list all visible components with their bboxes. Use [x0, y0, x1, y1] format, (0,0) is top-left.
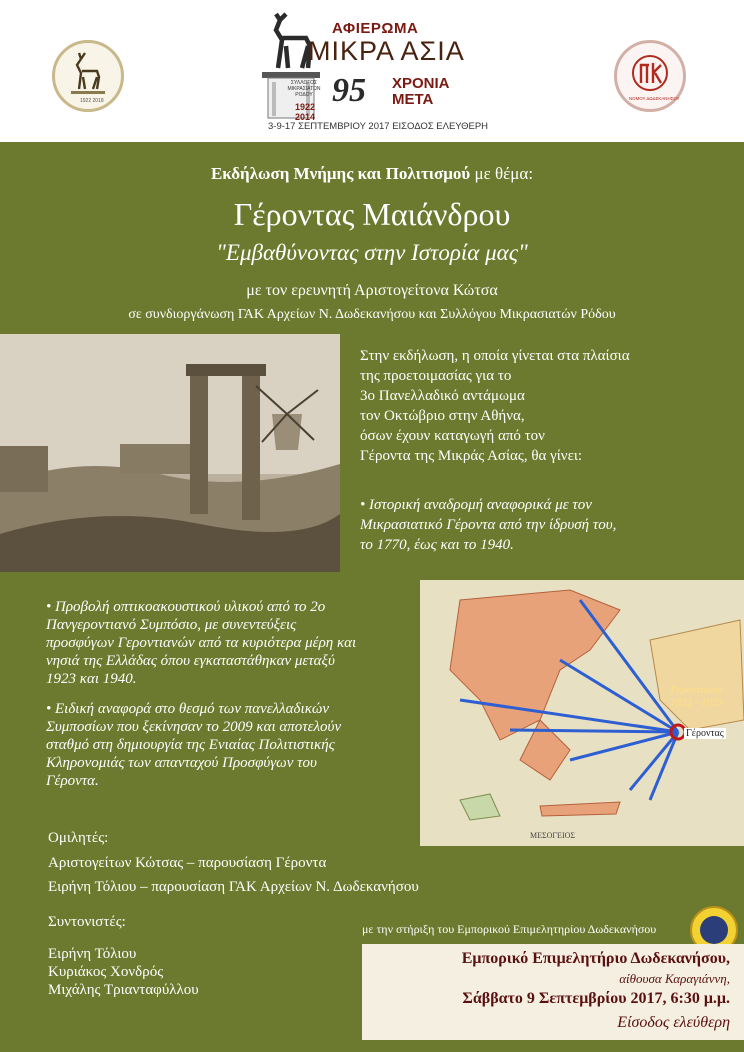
description-line: 3ο Πανελλαδικό αντάμωμα: [360, 388, 525, 404]
event-subtitle: "Εμβαθύνοντας στην Ιστορία μας": [216, 240, 528, 265]
researcher-line: με τον ερευνητή Αριστογείτονα Κώτσα: [246, 282, 498, 299]
migration-map: [420, 580, 744, 846]
description-line: Στην εκδήλωση, η οποία γίνεται στα πλαίσια: [360, 348, 630, 364]
description-line: όσων έχουν καταγωγή από τον: [360, 428, 545, 444]
bullet-line: • Προβολή οπτικοακουστικού υλικού από το 2ο: [46, 599, 326, 615]
bullet-line: νησιά της Ελλάδας όπου εγκαταστάθηκαν μεταξύ: [46, 653, 335, 669]
refugee-association-logo: [52, 40, 124, 112]
bullet-symposia: [46, 700, 406, 790]
event-intro-bold: Εκδήλωση Μνήμης και Πολιτισμού: [210, 164, 471, 183]
bullet-line: • Ιστορική αναδρομή αναφορικά με τον: [360, 497, 592, 513]
coordinator-item: Μιχάλης Τριανταφύλλου: [48, 982, 199, 998]
event-description: [360, 346, 730, 466]
temple-ruins-image: [0, 334, 340, 572]
ruins-photo: [0, 334, 340, 572]
greece-map-image: [420, 580, 744, 846]
bullet-history: [360, 495, 730, 555]
venue-box: [362, 944, 744, 1040]
entry-note: Είσοδος ελεύθερη: [617, 1014, 730, 1031]
bullet-line: 1923 και 1940.: [46, 671, 137, 687]
coorganization-line: σε συνδιοργάνωση ΓΑΚ Αρχείων Ν. Δωδεκανήσου και Συλλόγου Μικρασιατών Ρόδου: [128, 307, 616, 322]
years-label: ΧΡΟΝΙΑ: [392, 75, 450, 92]
after-label: ΜΕΤΑ: [392, 91, 434, 108]
coordinator-item: Κυριάκος Χονδρός: [48, 964, 164, 980]
bullet-line: προσφύγων Γεροντιανών από τα κυριότερα μέρη και: [46, 635, 357, 651]
event-datetime: Σάββατο 9 Σεπτεμβρίου 2017, 6:30 μ.μ.: [462, 990, 730, 1007]
speakers-heading: Ομιλητές:: [48, 830, 109, 846]
description-line: της προετοιμασίας για το: [360, 368, 512, 384]
bullet-line: το 1770, έως και το 1940.: [360, 537, 514, 553]
years-number: 95: [332, 72, 366, 109]
asia-minor-title: ΜΙΚΡΑ ΑΣΙΑ: [308, 36, 465, 66]
bullet-line: Μικρασιατικό Γέροντα από την ίδρυσή του,: [360, 517, 617, 533]
event-intro-rest: με θέμα:: [470, 164, 534, 183]
badge-year-start: 1922: [294, 102, 316, 112]
bullet-screening: [46, 598, 406, 688]
support-line: με την στήριξη του Εμπορικού Επιμελητηρίου Δωδεκανήσου: [362, 922, 657, 936]
venue-hall: αίθουσα Καραγιάννη,: [619, 971, 730, 986]
tribute-label: ΑΦΙΕΡΩΜΑ: [332, 20, 419, 37]
badge-years: [291, 102, 319, 122]
coordinators-heading: Συντονιστές:: [48, 914, 126, 930]
speaker-item: Αριστογείτων Κώτσας – παρουσίαση Γέροντα: [48, 855, 327, 871]
gak-archives-logo: [614, 40, 686, 112]
description-line: τον Οκτώβριο στην Αθήνα,: [360, 408, 525, 424]
speaker-item: Ειρήνη Τόλιου – παρουσίαση ΓΑΚ Αρχείων Ν. Δωδεκανήσου: [48, 879, 419, 895]
badge-line2: ΜΙΚΡΑΣΙΑΤΩΝ: [287, 86, 321, 92]
map-legend-title: Γεροντιανοί: [670, 684, 723, 696]
map-legend-years: 1922 - 1923: [670, 697, 724, 709]
gak-monogram-icon: [617, 43, 683, 109]
left-logo-years: 1922 2018: [80, 98, 104, 104]
event-intro: [0, 164, 744, 184]
header-banner: [0, 0, 744, 142]
map-legend-label: [670, 684, 723, 710]
bullet-line: • Ειδική αναφορά στο θεσμό των πανελλαδικών: [46, 701, 330, 717]
bullet-line: Πανγεροντιανό Συμπόσιο, με συνεντεύξεις: [46, 617, 297, 633]
bullet-line: Γέροντα.: [46, 773, 99, 789]
deer-emblem-icon: [55, 43, 121, 109]
bullet-list: [46, 598, 406, 802]
coordinator-item: Ειρήνη Τόλιου: [48, 946, 137, 962]
gak-logo-caption: ΝΟΜΟΥ ΔΩΔΕΚΑΝΗΣΟΥ: [629, 96, 680, 101]
badge-year-end: 2014: [294, 112, 316, 122]
years-after-label: [392, 76, 450, 108]
event-title: Γέροντας Μαιάνδρου: [233, 196, 511, 232]
venue-place: Εμπορικό Επιμελητήριο Δωδεκανήσου,: [461, 950, 730, 967]
sea-label: ΜΕΣΟΓΕΙΟΣ: [530, 831, 576, 840]
bullet-line: Κληρονομιάς των απανταχού Προσφύγων του: [46, 755, 317, 771]
map-city-label: Γέροντας: [686, 728, 724, 739]
description-line: Γέροντα της Μικράς Ασίας, θα γίνει:: [360, 448, 583, 464]
bullet-line: σταθμό στη δημιουργία της Ενιαίας Πολιτιστικής: [46, 737, 335, 753]
badge-line3: ΡΟΔΟΥ: [295, 92, 313, 98]
badge-line1: ΣΥΛΛΟΓΟΣ: [290, 80, 318, 86]
association-badge-text: [287, 80, 321, 98]
tribute-dates: 3-9-17 ΣΕΠΤΕΜΒΡΙΟΥ 2017 ΕΙΣΟΔΟΣ ΕΛΕΥΘΕΡΗ: [268, 121, 489, 132]
bullet-line: Συμποσίων που ξεκίνησαν το 2009 και αποτελούν: [46, 719, 342, 735]
